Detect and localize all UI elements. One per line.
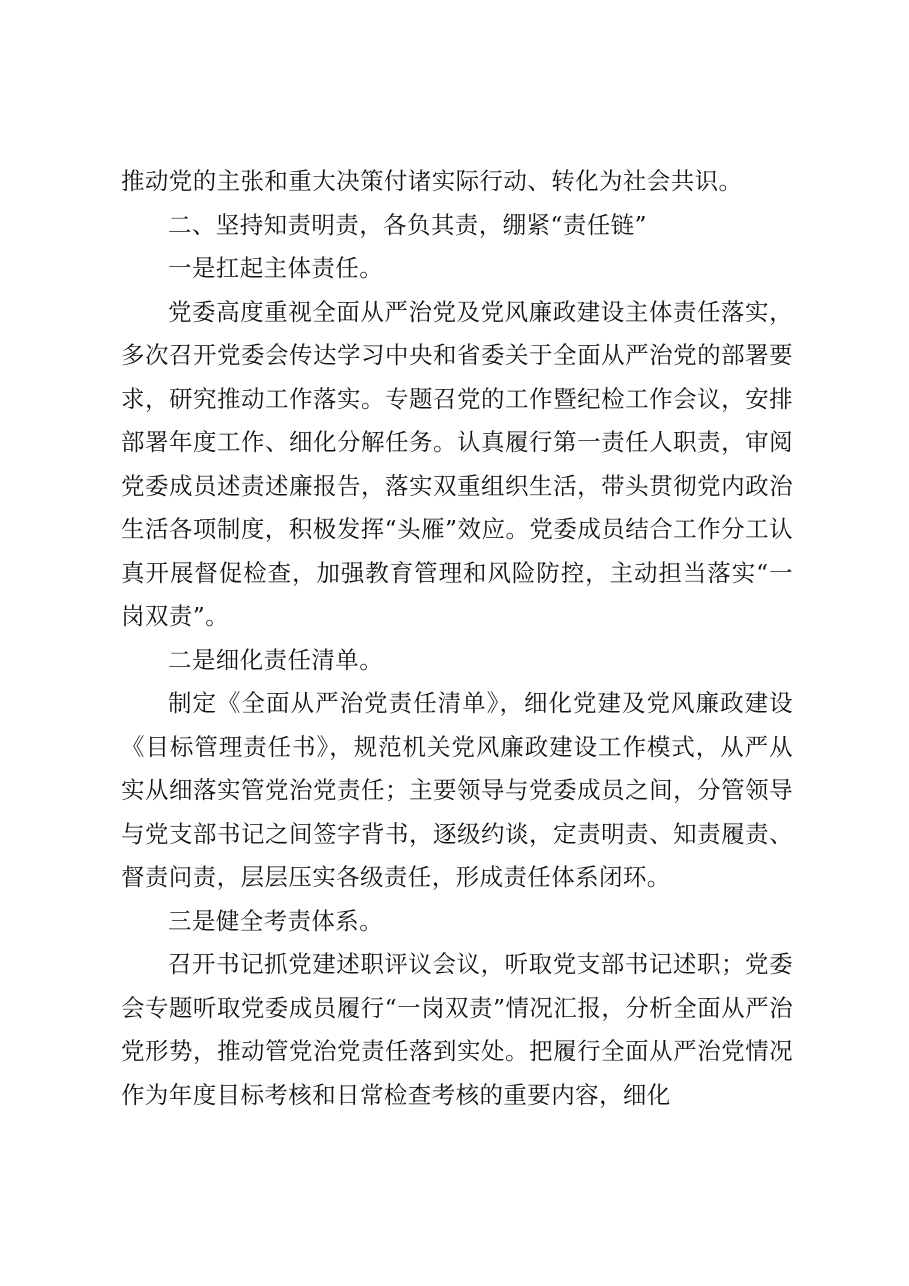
subheading-1: 一是扛起主体责任。 [168,254,384,282]
paragraph-main-responsibility: 党委高度重视全面从严治党及党风廉政建设主体责任落实，多次召开党委会传达学习中央和省委关于全面从严治党的部署要求，研究推动工作落实。专题召党的工作暨纪检工作会议，安排部署年度工作、细化分解任务。认真履行第一责任人职责，审阅党委成员述责述廉报告，落实双重组织生活，带头贯彻党内政治生活各项制度，积极发挥“头雁”效应。党委成员结合工作分工认真开展督促检查，加强教育管理和风险防控，主动担当落实“一岗双责”。 [121,297,793,630]
continuation-paragraph: 推动党的主张和重大决策付诸实际行动、转化为社会共识。 [121,167,743,195]
paragraph-responsibility-list: 制定《全面从严治党责任清单》，细化党建及党风廉政建设《目标管理责任书》，规范机关党风廉政建设工作模式，从严从实从细落实管党治党责任；主要领导与党委成员之间，分管领导与党支部书记之间签字背书，逐级约谈，定责明责、知责履责、督责问责，层层压实各级责任，形成责任体系闭环。 [121,689,793,891]
section-heading: 二、坚持知责明责，各负其责，绷紧“责任链” [168,210,647,239]
paragraph-assessment-system: 召开书记抓党建述职评议会议，听取党支部书记述职；党委会专题听取党委成员履行“一岗双责”情况汇报，分析全面从严治党形势，推动管党治党责任落到实处。把履行全面从严治党情况作为年度目标考核和日常检查考核的重要内容，细化 [121,950,793,1109]
subheading-2: 二是细化责任清单。 [168,645,384,674]
document-body [121,160,793,1117]
subheading-3: 三是健全考责体系。 [168,906,384,935]
